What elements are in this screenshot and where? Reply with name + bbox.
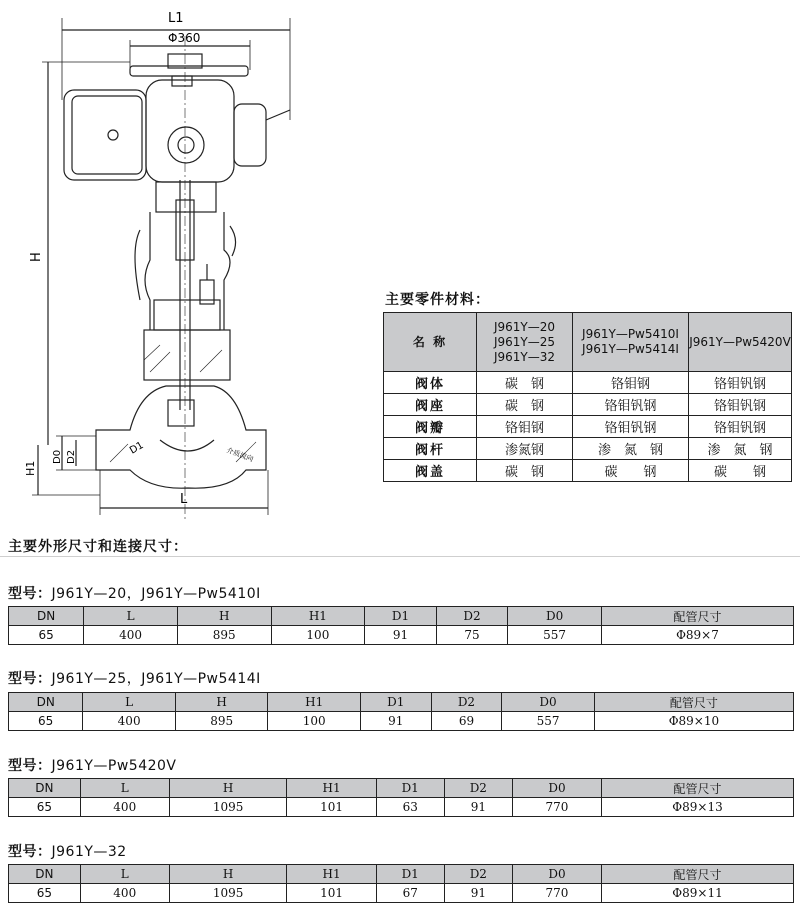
table-cell: 895 <box>177 626 271 645</box>
material-cell: 铬钼钒钢 <box>573 416 689 438</box>
column-header: L <box>80 865 169 884</box>
table-cell: 557 <box>502 712 595 731</box>
column-header: H <box>177 607 271 626</box>
table-cell: 557 <box>508 626 602 645</box>
dim-L1-label: L1 <box>168 11 184 26</box>
column-header: D2 <box>431 693 502 712</box>
table-cell: Φ89×10 <box>594 712 793 731</box>
material-cell: 铬钼钒钢 <box>689 416 792 438</box>
table-cell: 67 <box>376 884 444 903</box>
material-cell: 碳 钢 <box>689 460 792 482</box>
materials-title: 主要零件材料： <box>385 292 490 308</box>
table-row <box>9 712 794 731</box>
material-cell: 碳 钢 <box>477 394 573 416</box>
table-cell: 1095 <box>169 884 287 903</box>
model-name: J961Y—Pw5420V <box>51 758 177 774</box>
material-cell: 铬钼钒钢 <box>689 372 792 394</box>
table-row <box>9 884 794 903</box>
table-row <box>384 394 792 416</box>
dim-D1-label: D1 <box>128 440 146 457</box>
table-row <box>384 460 792 482</box>
table-cell: 65 <box>9 626 84 645</box>
column-header: DN <box>9 865 81 884</box>
model-label: 型号： <box>8 586 52 602</box>
material-cell: 渗 氮 钢 <box>573 438 689 460</box>
model-heading <box>8 583 261 603</box>
table-cell: 91 <box>365 626 437 645</box>
material-part-name: 阀座 <box>384 394 477 416</box>
table-cell: 770 <box>512 884 601 903</box>
table-row <box>9 798 794 817</box>
table-header-row <box>9 693 794 712</box>
table-cell: 65 <box>9 798 81 817</box>
column-header: L <box>83 693 176 712</box>
column-header: D0 <box>512 779 601 798</box>
column-header: D2 <box>444 779 512 798</box>
column-header: D0 <box>502 693 595 712</box>
column-header: H1 <box>287 865 376 884</box>
material-cell: 碳 钢 <box>477 372 573 394</box>
material-cell: 铬钼钒钢 <box>689 394 792 416</box>
dim-D2-label: D2 <box>66 449 77 464</box>
material-part-name: 阀瓣 <box>384 416 477 438</box>
table-cell: Φ89×13 <box>602 798 794 817</box>
table-cell: 895 <box>175 712 268 731</box>
table-cell: 400 <box>80 798 169 817</box>
table-header-row <box>9 865 794 884</box>
column-header: DN <box>9 693 83 712</box>
dimensions-table <box>8 692 794 731</box>
table-cell: 400 <box>80 884 169 903</box>
material-cell: 碳 钢 <box>573 460 689 482</box>
table-cell: 100 <box>268 712 361 731</box>
dim-D0-label: D0 <box>52 449 63 464</box>
table-cell: 101 <box>287 798 376 817</box>
table-cell: Φ89×7 <box>601 626 793 645</box>
table-cell: 91 <box>360 712 431 731</box>
table-cell: 69 <box>431 712 502 731</box>
divider <box>0 556 800 557</box>
table-cell: 770 <box>512 798 601 817</box>
model-label: 型号： <box>8 844 52 860</box>
column-header: D1 <box>376 865 444 884</box>
dim-diameter-label: Φ360 <box>168 31 201 45</box>
column-header: DN <box>9 607 84 626</box>
model-heading <box>8 841 127 861</box>
table-cell: 400 <box>83 712 176 731</box>
flow-direction-label: 介质流向 <box>225 446 255 464</box>
column-header: 配管尺寸 <box>594 693 793 712</box>
materials-header-col1: J961Y—20 J961Y—25 J961Y—32 <box>477 313 573 372</box>
materials-header-col3: J961Y—Pw5420V <box>689 313 792 372</box>
model-name: J961Y—20，J961Y—Pw5410I <box>51 586 261 602</box>
table-row <box>384 372 792 394</box>
dim-H1-label: H1 <box>24 460 37 476</box>
model-heading <box>8 755 177 775</box>
material-cell: 铬钼钢 <box>573 372 689 394</box>
table-cell: Φ89×11 <box>602 884 794 903</box>
table-cell: 400 <box>84 626 178 645</box>
materials-header-name: 名 称 <box>384 313 477 372</box>
dim-H-label: H <box>29 252 44 262</box>
table-cell: 100 <box>271 626 365 645</box>
column-header: H1 <box>271 607 365 626</box>
materials-header-col2: J961Y—Pw5410I J961Y—Pw5414I <box>573 313 689 372</box>
material-part-name: 阀杆 <box>384 438 477 460</box>
material-cell: 渗氮钢 <box>477 438 573 460</box>
table-header-row <box>9 607 794 626</box>
dimensions-title: 主要外形尺寸和连接尺寸： <box>8 539 188 555</box>
table-row <box>384 416 792 438</box>
dim-L-label: L <box>180 492 188 507</box>
material-part-name: 阀体 <box>384 372 477 394</box>
table-cell: 101 <box>287 884 376 903</box>
valve-drawing <box>0 0 380 520</box>
material-cell: 铬钼钒钢 <box>573 394 689 416</box>
column-header: H <box>169 779 287 798</box>
column-header: D1 <box>376 779 444 798</box>
table-cell: 75 <box>436 626 508 645</box>
column-header: 配管尺寸 <box>602 779 794 798</box>
dimensions-table <box>8 778 794 817</box>
material-cell: 碳 钢 <box>477 460 573 482</box>
column-header: D0 <box>512 865 601 884</box>
model-heading <box>8 668 261 688</box>
model-name: J961Y—25，J961Y—Pw5414I <box>51 671 261 687</box>
column-header: 配管尺寸 <box>601 607 793 626</box>
table-cell: 63 <box>376 798 444 817</box>
table-row <box>384 438 792 460</box>
table-header-row <box>9 779 794 798</box>
materials-table <box>383 312 792 482</box>
column-header: H1 <box>268 693 361 712</box>
table-cell: 91 <box>444 884 512 903</box>
model-label: 型号： <box>8 758 52 774</box>
table-cell: 91 <box>444 798 512 817</box>
material-part-name: 阀盖 <box>384 460 477 482</box>
column-header: D2 <box>444 865 512 884</box>
table-cell: 1095 <box>169 798 287 817</box>
column-header: DN <box>9 779 81 798</box>
material-cell: 渗 氮 钢 <box>689 438 792 460</box>
material-cell: 铬钼钢 <box>477 416 573 438</box>
column-header: H1 <box>287 779 376 798</box>
model-name: J961Y—32 <box>51 844 127 860</box>
dimensions-table <box>8 606 794 645</box>
column-header: D1 <box>365 607 437 626</box>
table-cell: 65 <box>9 712 83 731</box>
dimensions-table <box>8 864 794 903</box>
column-header: D2 <box>436 607 508 626</box>
column-header: H <box>175 693 268 712</box>
table-row <box>9 626 794 645</box>
model-label: 型号： <box>8 671 52 687</box>
table-cell: 65 <box>9 884 81 903</box>
column-header: H <box>169 865 287 884</box>
column-header: D0 <box>508 607 602 626</box>
column-header: L <box>84 607 178 626</box>
column-header: 配管尺寸 <box>602 865 794 884</box>
column-header: L <box>80 779 169 798</box>
column-header: D1 <box>360 693 431 712</box>
